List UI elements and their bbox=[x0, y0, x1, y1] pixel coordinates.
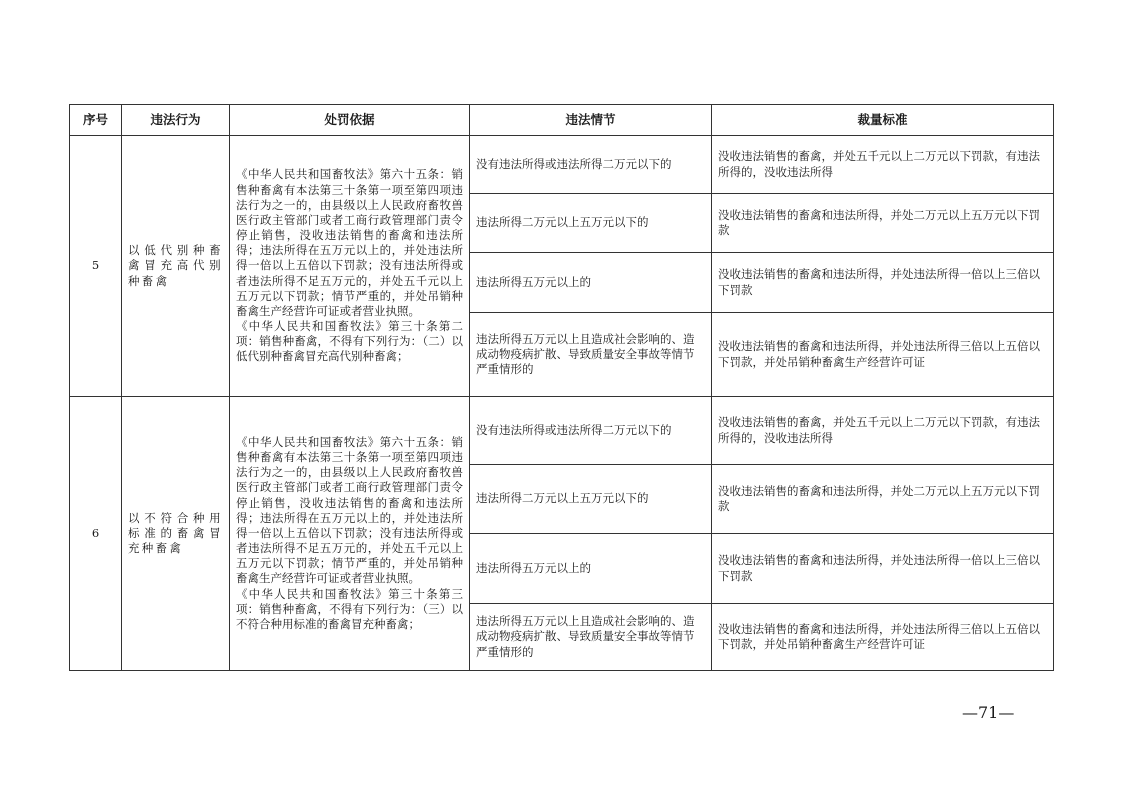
basis-paragraph: 《中华人民共和国畜牧法》第六十五条：销售种畜禽有本法第三十条第一项至第四项违法行为之一的，由县级以上人民政府畜牧兽医行政主管部门或者工商行政管理部门责令停止销售，没收违法销售的畜禽和违法所得；违法所得在五万元以上的，并处违法所得一倍以上五倍以下罚款；没有违法所得或者违法所得不足五万元的，并处五千元以上五万元以下罚款；情节严重的，并处吊销种畜禽生产经营许可证或者营业执照。 bbox=[236, 434, 463, 586]
row-basis bbox=[230, 136, 470, 397]
basis-paragraph: 《中华人民共和国畜牧法》第三十条第二项：销售种畜禽，不得有下列行为：（二）以低代别种畜禽冒充高代别种畜禽； bbox=[236, 319, 463, 364]
row-circumstance: 违法所得二万元以上五万元以下的 bbox=[470, 194, 712, 253]
row-circumstance: 没有违法所得或违法所得二万元以下的 bbox=[470, 397, 712, 465]
row-standard: 没收违法销售的畜禽和违法所得，并处违法所得三倍以上五倍以下罚款，并处吊销种畜禽生产经营许可证 bbox=[712, 604, 1054, 671]
row-seq: 6 bbox=[70, 397, 122, 671]
page-number: —71— bbox=[962, 703, 1015, 722]
row-standard: 没收违法销售的畜禽和违法所得，并处违法所得一倍以上三倍以下罚款 bbox=[712, 534, 1054, 604]
row-act: 以低代别种畜禽冒充高代别种畜禽 bbox=[122, 136, 230, 397]
row-circumstance: 违法所得五万元以上且造成社会影响的、造成动物疫病扩散、导致质量安全事故等情节严重情形的 bbox=[470, 313, 712, 397]
header-row bbox=[70, 105, 1054, 136]
basis-paragraph: 《中华人民共和国畜牧法》第三十条第三项：销售种畜禽，不得有下列行为：（三）以不符合种用标准的畜禽冒充种畜禽； bbox=[236, 586, 463, 631]
table-row bbox=[70, 136, 1054, 194]
row-circumstance: 违法所得二万元以上五万元以下的 bbox=[470, 465, 712, 534]
row-act: 以不符合种用标准的畜禽冒充种畜禽 bbox=[122, 397, 230, 671]
row-standard: 没收违法销售的畜禽，并处五千元以上二万元以下罚款，有违法所得的，没收违法所得 bbox=[712, 136, 1054, 194]
row-standard: 没收违法销售的畜禽和违法所得，并处违法所得三倍以上五倍以下罚款，并处吊销种畜禽生产经营许可证 bbox=[712, 313, 1054, 397]
row-standard: 没收违法销售的畜禽，并处五千元以上二万元以下罚款，有违法所得的，没收违法所得 bbox=[712, 397, 1054, 465]
header-circumstance: 违法情节 bbox=[470, 105, 712, 136]
row-standard: 没收违法销售的畜禽和违法所得，并处违法所得一倍以上三倍以下罚款 bbox=[712, 253, 1054, 313]
basis-paragraph: 《中华人民共和国畜牧法》第六十五条：销售种畜禽有本法第三十条第一项至第四项违法行为之一的，由县级以上人民政府畜牧兽医行政主管部门或者工商行政管理部门责令停止销售，没收违法销售的畜禽和违法所得；违法所得在五万元以上的，并处违法所得一倍以上五倍以下罚款；没有违法所得或者违法所得不足五万元的，并处五千元以上五万元以下罚款；情节严重的，并处吊销种畜禽生产经营许可证或者营业执照。 bbox=[236, 167, 463, 318]
header-basis: 处罚依据 bbox=[230, 105, 470, 136]
row-circumstance: 没有违法所得或违法所得二万元以下的 bbox=[470, 136, 712, 194]
row-standard: 没收违法销售的畜禽和违法所得，并处二万元以上五万元以下罚款 bbox=[712, 194, 1054, 253]
row-standard: 没收违法销售的畜禽和违法所得，并处二万元以上五万元以下罚款 bbox=[712, 465, 1054, 534]
penalty-table bbox=[69, 104, 1054, 671]
header-act: 违法行为 bbox=[122, 105, 230, 136]
row-circumstance: 违法所得五万元以上且造成社会影响的、造成动物疫病扩散、导致质量安全事故等情节严重情形的 bbox=[470, 604, 712, 671]
row-circumstance: 违法所得五万元以上的 bbox=[470, 253, 712, 313]
header-seq: 序号 bbox=[70, 105, 122, 136]
header-standard: 裁量标准 bbox=[712, 105, 1054, 136]
row-seq: 5 bbox=[70, 136, 122, 397]
row-basis bbox=[230, 397, 470, 671]
table-row bbox=[70, 397, 1054, 465]
row-circumstance: 违法所得五万元以上的 bbox=[470, 534, 712, 604]
